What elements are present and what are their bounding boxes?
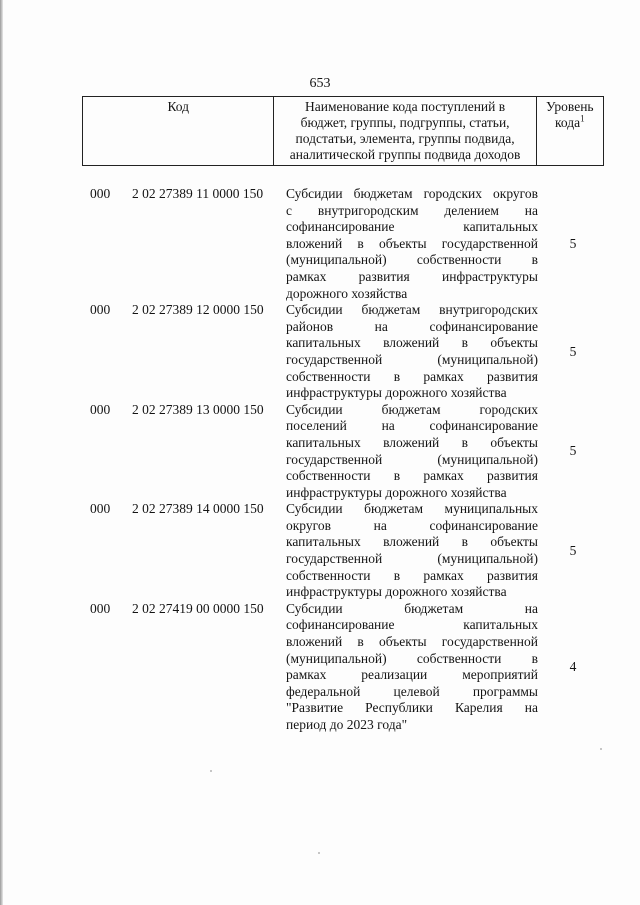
income-name — [286, 501, 538, 601]
scan-speck — [210, 770, 212, 772]
header-name-line: Наименование кода поступлений в — [305, 99, 506, 114]
income-name-line: государственной (муниципальной) — [286, 451, 538, 467]
header-code-cell — [83, 97, 274, 166]
income-name-line: софинансирование капитальных — [286, 617, 538, 633]
income-name-line: инфраструктуры дорожного хозяйства — [286, 385, 507, 401]
table-row — [86, 601, 606, 734]
table-body — [86, 186, 606, 734]
income-name-line: Субсидии бюджетам городских округов — [286, 186, 538, 201]
income-name-line: вложений в объекты государственной — [286, 235, 538, 251]
admin-code: 000 — [90, 501, 111, 517]
income-name-line: государственной (муниципальной) — [286, 551, 538, 567]
header-level-line: Уровень — [546, 99, 594, 114]
income-name-line: софинансирование капитальных — [286, 219, 538, 235]
header-name-cell — [274, 97, 536, 166]
income-name-line: период до 2023 года" — [286, 717, 408, 732]
income-name-line: вложений в объекты государственной — [286, 634, 538, 650]
header-level-cell — [536, 97, 603, 166]
code-level: 5 — [569, 443, 577, 459]
code-level: 5 — [569, 343, 577, 359]
header-code-label: Код — [167, 99, 190, 114]
income-name — [286, 402, 538, 502]
income-name-line: с внутригородским делением на — [286, 202, 538, 218]
code-level: 4 — [569, 658, 577, 674]
income-name-line: (муниципальной) собственности в — [286, 252, 538, 268]
header-level-line — [539, 115, 601, 131]
income-code: 2 02 27389 12 0000 150 — [132, 302, 264, 318]
income-name-line: рамках реализации мероприятий — [286, 667, 538, 683]
header-name-line: подстатьи, элемента, группы подвида, — [295, 131, 515, 146]
income-name-line: федеральной целевой программы — [286, 683, 538, 699]
admin-code: 000 — [90, 302, 111, 318]
income-name-line: инфраструктуры дорожного хозяйства — [286, 484, 507, 500]
income-code: 2 02 27389 13 0000 150 — [132, 401, 264, 417]
scan-speck — [600, 748, 602, 750]
income-name-line: собственности в рамках развития — [286, 468, 538, 484]
header-level-word: кода — [555, 115, 581, 130]
income-name-line: "Развитие Республики Карелия на — [286, 700, 538, 716]
income-code: 2 02 27389 14 0000 150 — [132, 501, 264, 517]
admin-code: 000 — [90, 186, 111, 201]
table-row — [86, 302, 606, 402]
header-name-line: аналитической группы подвида доходов — [289, 147, 521, 162]
income-name-line: Субсидии бюджетам на — [286, 600, 538, 616]
income-name-line: собственности в рамках развития — [286, 567, 538, 583]
admin-code: 000 — [90, 401, 111, 417]
scan-speck — [318, 852, 320, 854]
income-name-line: округов на софинансирование — [286, 517, 538, 533]
scan-edge — [0, 0, 3, 905]
income-name-line: районов на софинансирование — [286, 318, 538, 334]
income-name-line: Субсидии бюджетам городских — [286, 401, 538, 417]
table-row — [86, 501, 606, 601]
income-name-line: (муниципальной) собственности в — [286, 650, 538, 666]
income-name-line: капитальных вложений в объекты — [286, 335, 538, 351]
income-name-line: капитальных вложений в объекты — [286, 534, 538, 550]
table-header — [82, 96, 604, 166]
code-level: 5 — [569, 235, 577, 251]
income-name — [286, 302, 538, 402]
admin-code: 000 — [90, 600, 111, 616]
income-name — [286, 601, 538, 734]
income-name — [286, 186, 538, 302]
header-name-line: бюджет, группы, подгруппы, статьи, — [300, 115, 510, 130]
income-code: 2 02 27419 00 0000 150 — [132, 600, 264, 616]
income-name-line: Субсидии бюджетам внутригородских — [286, 302, 538, 318]
code-level: 5 — [569, 542, 577, 558]
income-name-line: инфраструктуры дорожного хозяйства — [286, 584, 507, 600]
table-row — [86, 402, 606, 502]
table-row — [86, 186, 606, 302]
page-number: 653 — [309, 76, 331, 91]
income-name-line: Субсидии бюджетам муниципальных — [286, 501, 538, 517]
income-name-line: дорожного хозяйства — [286, 285, 408, 301]
income-code: 2 02 27389 11 0000 150 — [132, 186, 264, 201]
income-name-line: государственной (муниципальной) — [286, 351, 538, 367]
income-name-line: капитальных вложений в объекты — [286, 434, 538, 450]
income-name-line: рамках развития инфраструктуры — [286, 268, 538, 284]
income-name-line: собственности в рамках развития — [286, 368, 538, 384]
income-name-line: поселений на софинансирование — [286, 418, 538, 434]
footnote-marker: 1 — [580, 113, 585, 124]
